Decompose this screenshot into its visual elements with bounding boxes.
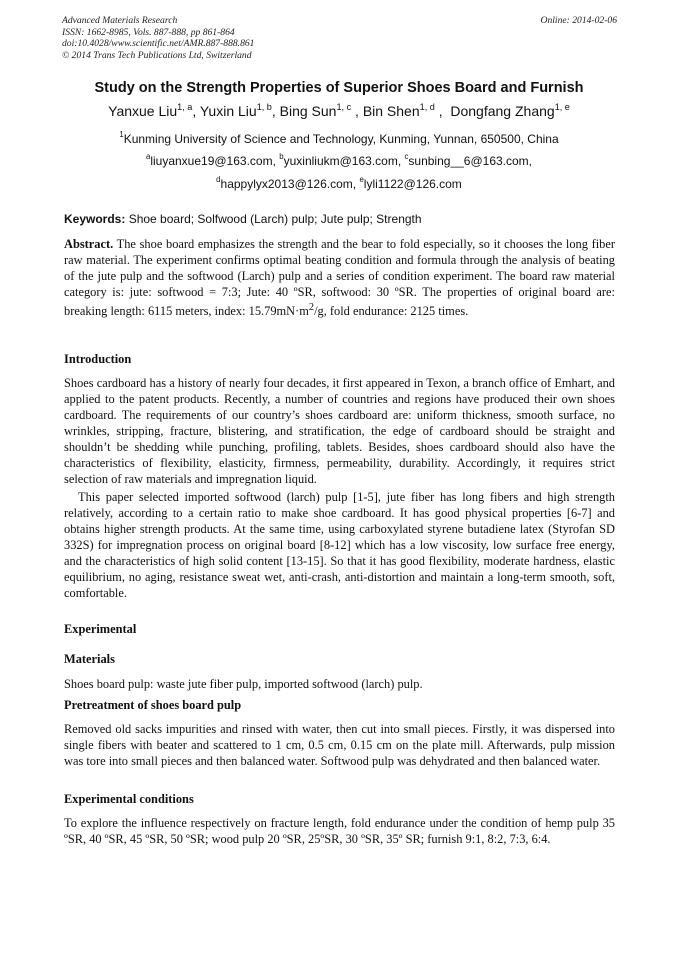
- email-sup: a: [145, 152, 151, 161]
- keywords-label: Keywords:: [64, 212, 126, 226]
- author-name: Yanxue Liu: [108, 103, 178, 119]
- author-name: Bin Shen: [362, 103, 420, 119]
- email-line-1: [40, 154, 638, 168]
- affiliation-sup: 1: [119, 130, 124, 139]
- abstract-text: The shoe board emphasizes the strength and the bear to fold especially, so it chooses the long fiber raw material. The experiment confirms optimal beating condition and formula through the analysis of beating of the jute pulp and the softwood (Larch) pulp and a series of condition experiment. The board raw material category is: jute: softwood = 7:3; Jute: 40 ºSR, softwood: 30 ºSR. The properties of original board are: breaking length: 6115 meters, index: 15.79mN·m: [64, 237, 615, 319]
- conditions-heading: Experimental conditions: [64, 792, 194, 806]
- affiliation-text: Kunming University of Science and Technology, Kunming, Yunnan, 650500, China: [123, 132, 559, 146]
- author-affil-sup: 1, c: [336, 102, 352, 112]
- email-sup: e: [359, 175, 364, 184]
- journal-header: [62, 15, 617, 61]
- email-sup: b: [279, 152, 284, 161]
- keywords-text: Shoe board; Solfwood (Larch) pulp; Jute pulp; Strength: [125, 212, 422, 226]
- author-separator: ,: [271, 103, 280, 119]
- online-date: Online: 2014-02-06: [540, 15, 617, 26]
- author-name: Bing Sun: [279, 103, 337, 119]
- email-address: sunbing__6@163.com,: [408, 154, 533, 168]
- materials-heading: Materials: [64, 652, 115, 666]
- author-affil-sup: 1, e: [554, 102, 570, 112]
- abstract: [64, 236, 615, 319]
- affiliation: [40, 132, 638, 146]
- email-address: liuyanxue19@163.com,: [150, 154, 280, 168]
- author-name: Dongfang Zhang: [450, 103, 555, 119]
- abstract-label: Abstract.: [64, 237, 114, 251]
- conditions-text: To explore the influence respectively on fracture length, fold endurance under the condition of hemp pulp 35 ºSR, 40 ºSR, 45 ºSR, 50 ºSR; wood pulp 20 ºSR, 25ºSR, 30 ºSR, 35º SR; furnish 9:1, 8:2, 7:3, 6:4.: [64, 816, 615, 846]
- email-sup: c: [404, 152, 409, 161]
- author-separator: ,: [192, 103, 200, 119]
- experimental-heading: Experimental: [64, 622, 137, 636]
- author-affil-sup: 1, b: [256, 102, 272, 112]
- introduction-paragraph-2: This paper selected imported softwood (larch) pulp [1-5], jute fiber has long fibers and high strength relatively, according to a certain ratio to make shoe cardboard. It has good physical properties [6-7] and obtains higher strength products. At the same time, using carboxylated styrene butadiene latex (Styrofan SD 332S) for impregnation process on original board [8-12] which has a low viscosity, low surface free energy, and the characteristics of high solid content [13-15]. So that it has good flexibility, moderate hardness, elastic equilibrium, no aging, resistance sweat wet, anti-crash, anti-distortion and maintain a long-term smooth, soft, comfortable.: [64, 490, 615, 600]
- issn-line: ISSN: 1662-8985, Vols. 887-888, pp 861-864: [62, 26, 235, 38]
- author-separator: ,: [434, 103, 443, 119]
- email-sup: d: [216, 175, 221, 184]
- abstract-unit-sup: 2: [308, 302, 315, 313]
- keywords: [64, 212, 615, 226]
- journal-name: Advanced Materials Research: [62, 15, 178, 26]
- author-separator: ,: [351, 103, 363, 119]
- email-line-2: [40, 177, 638, 191]
- introduction-paragraph-1: Shoes cardboard has a history of nearly four decades, it first appeared in Texon, a branch office of Emhart, and applied to the patent products. Recently, a number of countries and regions have produced their own shoes cardboard. The requirements of our country’s shoes cardboard are: uniform thickness, smooth surface, no wrinkles, stripping, fracture, blistering, and stratification, the edge of cardboard should be straight and shouldn’t be shedding while punching, profiling, tablets. Besides, shoes cardboard should also have the characteristics of flexibility, elasticity, firmness, permeability, durability. Accordingly, it requires strict selection of raw materials and impregnation liquid.: [64, 376, 615, 486]
- introduction-heading: Introduction: [64, 352, 132, 366]
- author-affil-sup: 1, d: [419, 102, 435, 112]
- copyright-line: © 2014 Trans Tech Publications Ltd, Switzerland: [62, 49, 252, 61]
- doi-line: doi:10.4028/www.scientific.net/AMR.887-888.861: [62, 38, 255, 49]
- author-list: [40, 103, 638, 119]
- paper-title: Study on the Strength Properties of Superior Shoes Board and Furnish: [94, 80, 584, 96]
- pretreatment-text: Removed old sacks impurities and rinsed with water, then cut into small pieces. Firstly, it was dispersed into single fibers with beater and scattered to 1 cm, 0.5 cm, 0.15 cm on the plate mill. Afterwards, pulp mission was tore into small pieces and then balanced water. Softwood pulp was dehydrated and then balanced water.: [64, 722, 615, 768]
- pretreatment-heading: Pretreatment of shoes board pulp: [64, 698, 242, 712]
- author-name: Yuxin Liu: [199, 103, 257, 119]
- email-address: yuxinliukm@163.com,: [283, 154, 405, 168]
- email-address: lyli1122@126.com: [363, 177, 462, 191]
- author-affil-sup: 1, a: [177, 102, 193, 112]
- email-address: happylyx2013@126.com,: [220, 177, 360, 191]
- abstract-text-end: /g, fold endurance: 2125 times.: [314, 304, 469, 319]
- materials-text: Shoes board pulp: waste jute fiber pulp, imported softwood (larch) pulp.: [64, 677, 423, 691]
